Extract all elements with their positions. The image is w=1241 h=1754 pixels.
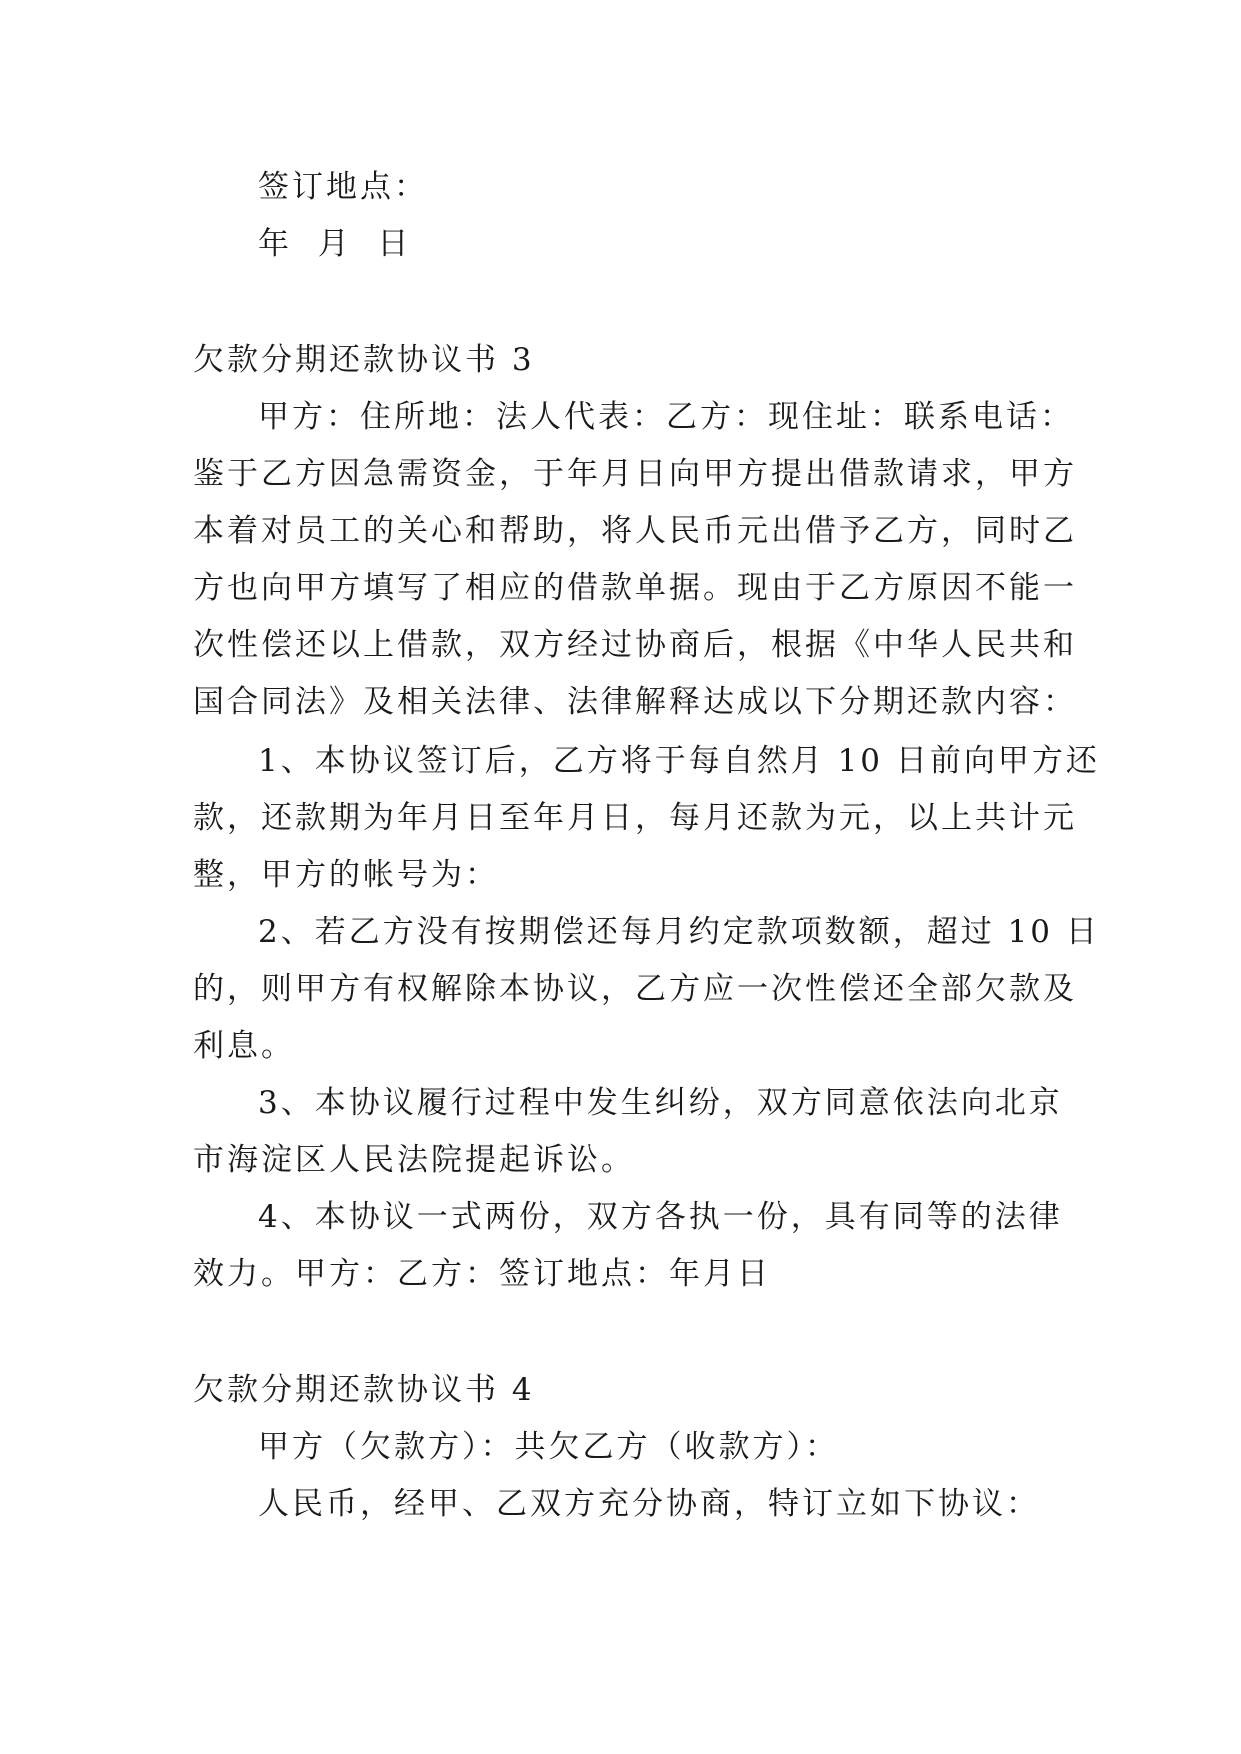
clause-1-line: 整，甲方的帐号为： (193, 857, 499, 893)
paragraph-line: 人民币，经甲、乙双方充分协商，特订立如下协议： (258, 1486, 1040, 1522)
clause-2-line: 2、若乙方没有按期偿还每月约定款项数额，超过 10 日 (258, 914, 1100, 950)
signing-place-label: 签订地点： (258, 169, 428, 205)
paragraph-line: 次性偿还以上借款，双方经过协商后，根据《中华人民共和 (193, 627, 1077, 663)
paragraph-line: 本着对员工的关心和帮助，将人民币元出借予乙方，同时乙 (193, 513, 1077, 549)
paragraph-line: 鉴于乙方因急需资金，于年月日向甲方提出借款请求，甲方 (193, 456, 1077, 492)
paragraph-line: 甲方：住所地：法人代表：乙方：现住址：联系电话： (258, 399, 1074, 435)
section-3-title: 欠款分期还款协议书 3 (193, 342, 535, 378)
section-4-title: 欠款分期还款协议书 4 (193, 1372, 535, 1408)
clause-4-line: 效力。甲方：乙方：签订地点：年月日 (193, 1256, 771, 1292)
clause-1-line: 款，还款期为年月日至年月日，每月还款为元，以上共计元 (193, 800, 1077, 836)
clause-3-line: 3、本协议履行过程中发生纠纷，双方同意依法向北京 (258, 1085, 1063, 1121)
clause-4-line: 4、本协议一式两份，双方各执一份，具有同等的法律 (258, 1199, 1063, 1235)
clause-2-line: 利息。 (193, 1028, 295, 1064)
signing-date-label: 年 月 日 (258, 226, 412, 262)
clause-3-line: 市海淀区人民法院提起诉讼。 (193, 1142, 635, 1178)
clause-1-line: 1、本协议签订后，乙方将于每自然月 10 日前向甲方还 (258, 743, 1100, 779)
paragraph-line: 方也向甲方填写了相应的借款单据。现由于乙方原因不能一 (193, 570, 1077, 606)
paragraph-line: 甲方（欠款方）：共欠乙方（收款方）： (258, 1429, 839, 1465)
paragraph-line: 国合同法》及相关法律、法律解释达成以下分期还款内容： (193, 684, 1077, 720)
clause-2-line: 的，则甲方有权解除本协议，乙方应一次性偿还全部欠款及 (193, 971, 1077, 1007)
